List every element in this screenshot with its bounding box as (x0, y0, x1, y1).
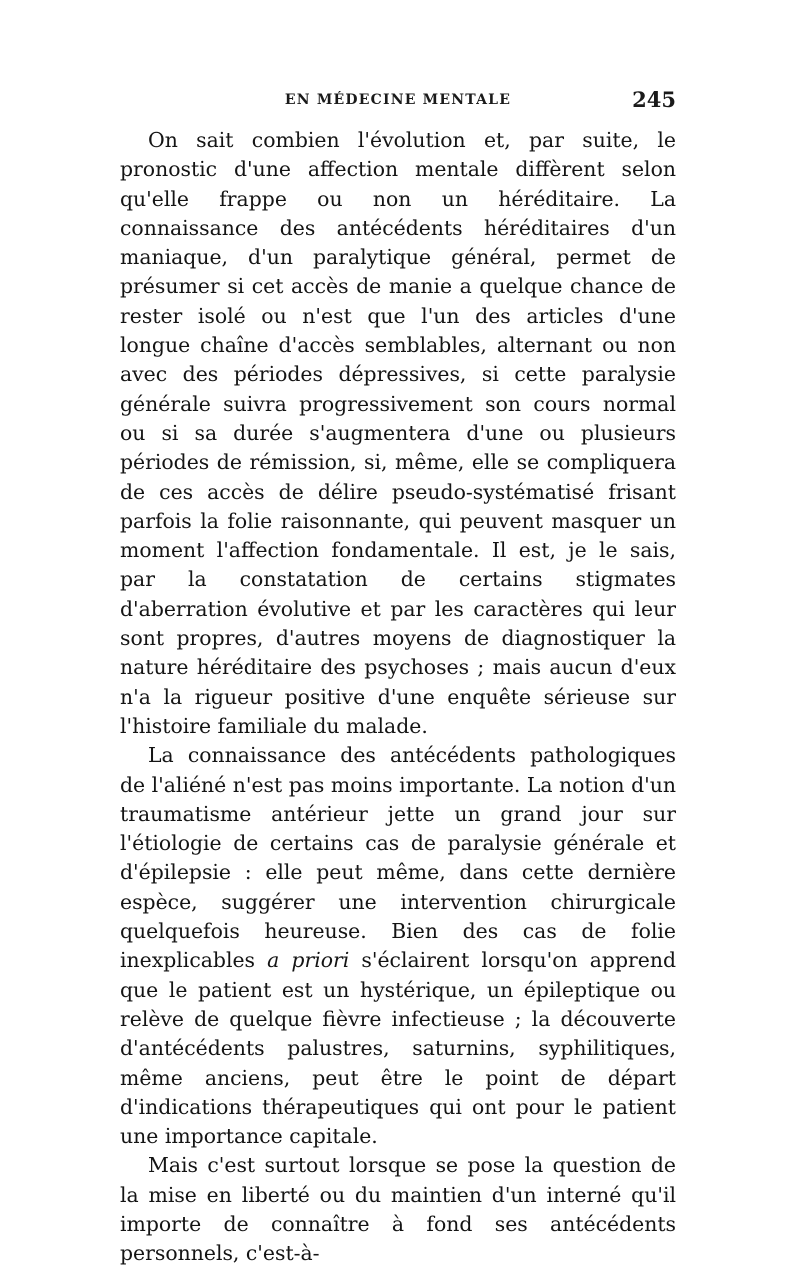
paragraph-hereditary-antecedents: On sait combien l'évolution et, par suite, le pronostic d'une affection mentale diffèrent selon qu'elle frappe ou non un héréditaire. La connaissance des antécédents héréditaires d'un maniaque, d'un paralytique général, permet de présumer si cet accès de manie a quelque chance de rester isolé ou n'est que l'un des articles d'une longue chaîne d'accès semblables, alternant ou non avec des périodes dépressives, si cette paralysie générale suivra progressivement son cours normal ou si sa durée s'augmentera d'une ou plusieurs périodes de rémission, si, même, elle se compliquera de ces accès de délire pseudo-systématisé frisant parfois la folie raisonnante, qui peuvent masquer un moment l'affection fondamentale. Il est, je le sais, par la constatation de certains stigmates d'aberration évolutive et par les caractères qui leur sont propres, d'autres moyens de diagnostiquer la nature héréditaire des psychoses ; mais aucun d'eux n'a la rigueur positive d'une enquête sérieuse sur l'histoire familiale du malade. (120, 128, 676, 738)
body-text (120, 126, 676, 1269)
paragraph-text-part: La connaissance des antécédents pathologiques de l'aliéné n'est pas moins importante. La notion d'un traumatisme antérieur jette un grand jour sur l'étiologie de certains cas de paralysie générale et d'épilepsie : elle peut même, dans cette dernière espèce, suggérer une intervention chirurgicale quelquefois heureuse. Bien des cas de folie inexplicables (120, 743, 676, 973)
running-title: EN MÉDECINE MENTALE (284, 92, 512, 108)
page-number: 245 (632, 87, 676, 112)
running-head (120, 87, 676, 116)
paragraph-pathological-antecedents (120, 741, 676, 1151)
italic-phrase: a priori (267, 948, 350, 973)
paragraph-release-question: Mais c'est surtout lorsque se pose la question de la mise en liberté ou du maintien d'un interné qu'il importe de connaître à fond ses antécédents personnels, c'est-à- (120, 1153, 676, 1266)
paragraph-text-part: s'éclairent lorsqu'on apprend que le patient est un hystérique, un épileptique ou relève de quelque fièvre infectieuse ; la découverte d'antécédents palustres, saturnins, syphilitiques, même anciens, peut être le point de départ d'indications thérapeutiques qui ont pour le patient une importance capitale. (120, 948, 677, 1149)
